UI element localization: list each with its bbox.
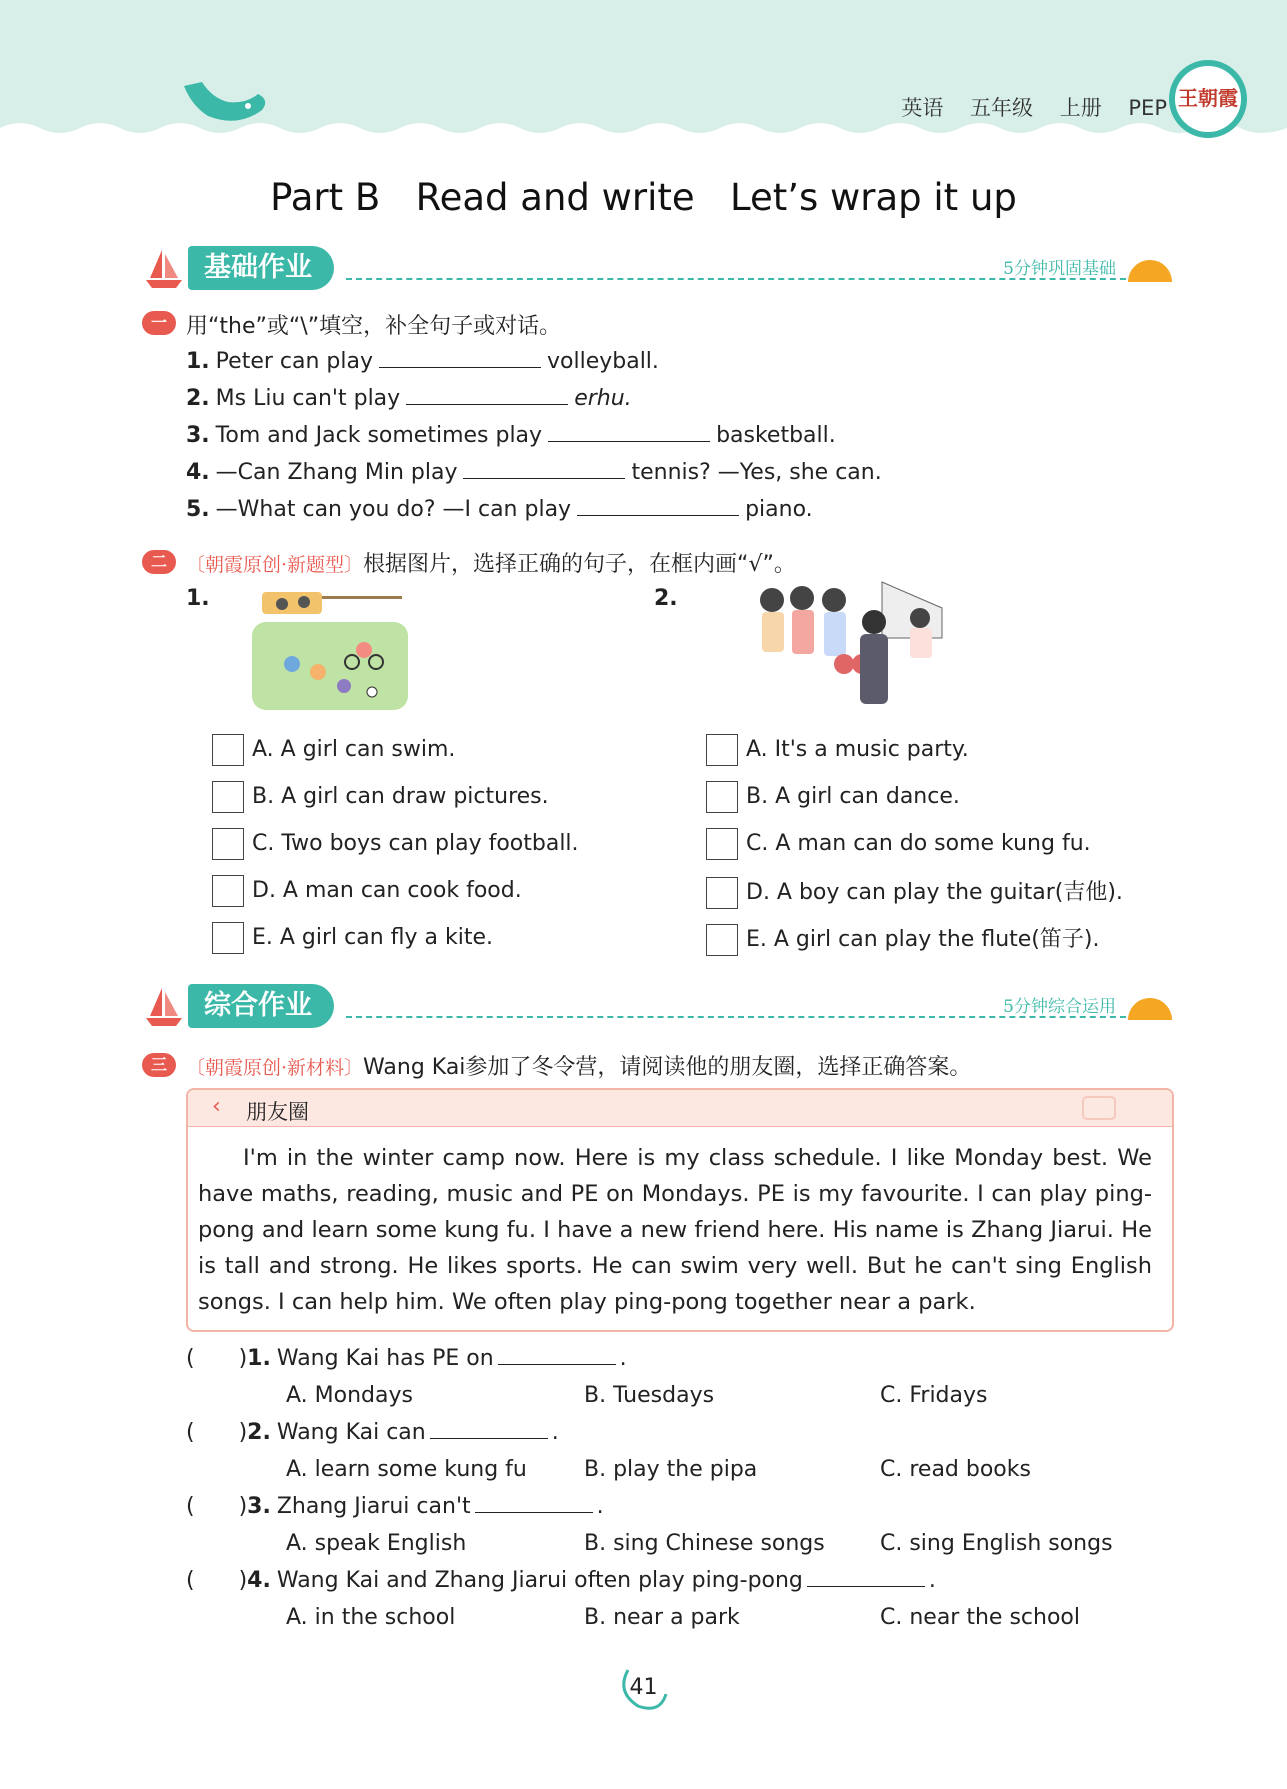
checkbox[interactable]	[706, 734, 738, 766]
checkbox[interactable]	[212, 734, 244, 766]
section-basic-bar	[146, 246, 1176, 296]
item-number: 1.	[186, 349, 210, 374]
answer-blank[interactable]	[577, 497, 739, 516]
option-text: D. A man can cook food.	[252, 878, 522, 903]
checkbox[interactable]	[212, 875, 244, 907]
question-number: 1.	[247, 1346, 271, 1371]
q2-right-option	[706, 922, 1099, 956]
item-before: —What can you do? —I can play	[215, 497, 572, 522]
question-stem: Wang Kai and Zhang Jiarui often play ping-pong	[276, 1568, 803, 1593]
option-text: B. A girl can dance.	[746, 784, 960, 809]
question-stem: Zhang Jiarui can't	[276, 1494, 471, 1519]
picture-2-number: 2.	[654, 586, 678, 611]
choice-a[interactable]: A. Mondays	[286, 1383, 413, 1408]
sun-icon	[1128, 998, 1172, 1020]
question-number: 3.	[247, 1494, 271, 1519]
item-before: —Can Zhang Min play	[215, 460, 458, 485]
answer-blank[interactable]	[430, 1420, 548, 1439]
q3-instruction	[186, 1050, 971, 1081]
item-after: basketball.	[716, 423, 836, 448]
q2-left-option	[212, 875, 522, 907]
page-title: Part B Read and write Let’s wrap it up	[270, 176, 1017, 219]
answer-blank[interactable]	[475, 1494, 593, 1513]
q2-tag: 〔朝霞原创·新题型〕	[186, 554, 364, 576]
choice-a[interactable]: A. learn some kung fu	[286, 1457, 527, 1482]
q2-left-option	[212, 828, 579, 860]
q2-right-option	[706, 875, 1123, 909]
item-after: tennis? —Yes, she can.	[631, 460, 882, 485]
question-number: 4.	[247, 1568, 271, 1593]
choice-c[interactable]: C. sing English songs	[880, 1531, 1113, 1556]
checkbox[interactable]	[706, 877, 738, 909]
choice-b[interactable]: B. play the pipa	[584, 1457, 758, 1482]
camera-icon[interactable]	[1082, 1096, 1116, 1120]
q2-right-option	[706, 734, 969, 766]
answer-paren[interactable]: ( )	[186, 1568, 248, 1593]
term: 上册	[1059, 96, 1102, 120]
q2-right-option	[706, 781, 960, 813]
checkbox[interactable]	[212, 828, 244, 860]
section-comprehensive-subtitle: 5分钟综合运用	[1003, 997, 1116, 1017]
question-stem: Wang Kai can	[276, 1420, 426, 1445]
park-scene-illustration	[252, 582, 408, 710]
item-number: 3.	[186, 423, 210, 448]
item-after: volleyball.	[546, 349, 659, 374]
q3-question: ( )2. Wang Kai can .	[186, 1420, 559, 1445]
q1-instruction: 用“the”或“\”填空，补全句子或对话。	[186, 314, 562, 339]
q3-instruction-text: Wang Kai参加了冬令营，请阅读他的朋友圈，选择正确答案。	[363, 1055, 972, 1080]
q2-left-option	[212, 922, 493, 954]
checkbox[interactable]	[706, 924, 738, 956]
answer-blank[interactable]	[548, 423, 710, 442]
choice-c[interactable]: C. read books	[880, 1457, 1031, 1482]
q2-right-option	[706, 828, 1091, 860]
answer-blank[interactable]	[498, 1346, 616, 1365]
q2-instruction	[186, 547, 796, 578]
answer-blank[interactable]	[807, 1568, 925, 1587]
item-number: 4.	[186, 460, 210, 485]
checkbox[interactable]	[212, 781, 244, 813]
choice-c[interactable]: C. Fridays	[880, 1383, 988, 1408]
item-before: Tom and Jack sometimes play	[215, 423, 543, 448]
answer-blank[interactable]	[463, 460, 625, 479]
answer-paren[interactable]: ( )	[186, 1494, 248, 1519]
page-number: 41	[629, 1675, 658, 1700]
q2-instruction-text: 根据图片，选择正确的句子，在框内画“√”。	[363, 552, 796, 577]
item-after: erhu.	[574, 386, 632, 411]
item-before: Peter can play	[215, 349, 373, 374]
question-number: 2.	[247, 1420, 271, 1445]
question-stem: Wang Kai has PE on	[276, 1346, 494, 1371]
item-after: piano.	[745, 497, 813, 522]
section-basic-subtitle: 5分钟巩固基础	[1003, 259, 1116, 279]
choice-b[interactable]: B. sing Chinese songs	[584, 1531, 825, 1556]
q3-question: ( )3. Zhang Jiarui can't .	[186, 1494, 604, 1519]
option-text: C. Two boys can play football.	[252, 831, 579, 856]
option-text: A. A girl can swim.	[252, 737, 456, 762]
option-text: E. A girl can play the flute(笛子).	[746, 927, 1100, 952]
moments-card	[186, 1088, 1174, 1332]
option-text: D. A boy can play the guitar(吉他).	[746, 880, 1123, 905]
choice-b[interactable]: B. Tuesdays	[584, 1383, 715, 1408]
q1-item	[186, 423, 836, 448]
option-text: B. A girl can draw pictures.	[252, 784, 549, 809]
choice-b[interactable]: B. near a park	[584, 1605, 740, 1630]
q1-item	[186, 460, 882, 485]
q3-tag: 〔朝霞原创·新材料〕	[186, 1057, 364, 1079]
question-number-2: 二	[142, 550, 176, 574]
question-number-3: 三	[142, 1053, 176, 1077]
sun-icon	[1128, 260, 1172, 282]
picture-1-number: 1.	[186, 586, 210, 611]
sailboat-icon	[146, 248, 182, 288]
checkbox[interactable]	[706, 781, 738, 813]
q1-item	[186, 497, 813, 522]
section-basic-label: 基础作业	[188, 246, 334, 290]
q1-item	[186, 386, 632, 411]
q3-question: ( )4. Wang Kai and Zhang Jiarui often play ping-pong .	[186, 1568, 936, 1593]
choice-a[interactable]: A. speak English	[286, 1531, 467, 1556]
grade: 五年级	[970, 96, 1034, 120]
choice-a[interactable]: A. in the school	[286, 1605, 456, 1630]
edition: PEP	[1128, 96, 1167, 120]
answer-paren[interactable]: ( )	[186, 1420, 248, 1445]
item-number: 5.	[186, 497, 210, 522]
question-number-1: 一	[142, 311, 176, 335]
checkbox[interactable]	[706, 828, 738, 860]
item-number: 2.	[186, 386, 210, 411]
q1-item	[186, 349, 659, 374]
option-text: E. A girl can fly a kite.	[252, 925, 494, 950]
q3-question: ( )1. Wang Kai has PE on .	[186, 1346, 627, 1371]
section-comprehensive-label: 综合作业	[188, 984, 334, 1028]
answer-blank[interactable]	[406, 386, 568, 405]
back-chevron-icon[interactable]: ‹	[212, 1094, 221, 1119]
item-before: Ms Liu can't play	[215, 386, 401, 411]
answer-paren[interactable]: ( )	[186, 1346, 248, 1371]
music-party-illustration	[752, 578, 952, 714]
answer-blank[interactable]	[379, 349, 541, 368]
moments-header	[188, 1090, 1172, 1127]
sailboat-icon	[146, 986, 182, 1026]
choice-c[interactable]: C. near the school	[880, 1605, 1080, 1630]
header-band	[0, 0, 1287, 150]
subject: 英语	[901, 96, 944, 120]
option-text: A. It's a music party.	[746, 737, 969, 762]
q2-left-option	[212, 781, 549, 813]
moments-passage: I'm in the winter camp now. Here is my class schedule. I like Monday best. We have maths, reading, music and PE on Mondays. PE is my favourite. I can play ping-pong and learn some kung fu. I have a new friend here. His name is Zhang Jiarui. He is tall and strong. He likes sports. He can swim very well. But he can't sing English songs. I can help him. We often play ping-pong together near a park.	[198, 1145, 1152, 1315]
q2-left-option	[212, 734, 455, 766]
checkbox[interactable]	[212, 922, 244, 954]
option-text: C. A man can do some kung fu.	[746, 831, 1091, 856]
header-tags	[881, 92, 1167, 122]
moments-title: 朋友圈	[246, 1100, 309, 1124]
brand-logo: 王朝霞	[1169, 60, 1247, 138]
section-comprehensive-bar	[146, 984, 1176, 1034]
whale-icon	[178, 76, 274, 132]
